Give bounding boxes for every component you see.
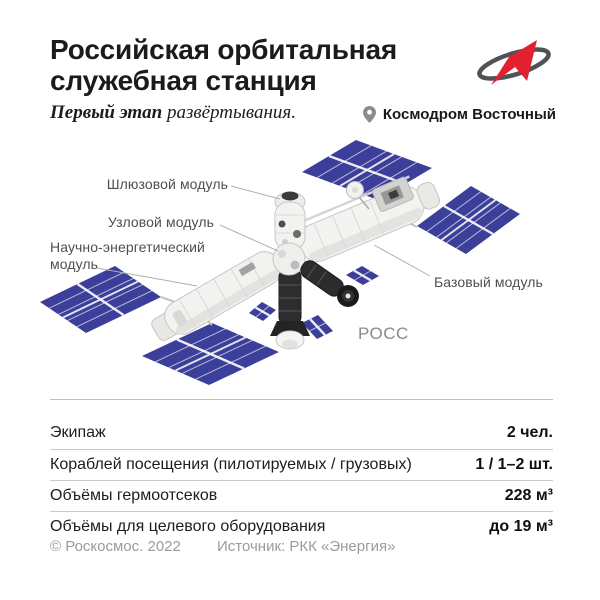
subtitle — [50, 102, 296, 124]
airlock-module — [275, 192, 305, 251]
cargo-spacecraft — [298, 258, 359, 307]
module-label-science-power: Научно-энергетический модуль — [50, 239, 205, 272]
page-title — [50, 34, 480, 96]
launch-site-label: Космодром Восточный — [382, 106, 556, 123]
copyright-text: © Роскосмос. 2022 — [50, 538, 181, 555]
row-label: Объёмы для целевого оборудования — [50, 518, 326, 535]
subtitle-rest: развёртывания. — [162, 102, 296, 123]
title-line-1: Российская орбитальная — [50, 34, 397, 65]
row-label: Кораблей посещения (пилотируемых / грузовых) — [50, 456, 412, 473]
row-value: 1 / 1–2 шт. — [475, 456, 553, 473]
subtitle-emphasis: Первый этап — [50, 102, 163, 123]
module-label-airlock: Шлюзовой модуль — [106, 176, 228, 192]
row-label: Объёмы гермоотсеков — [50, 487, 218, 504]
table-row — [50, 450, 553, 481]
map-pin-icon — [363, 106, 376, 123]
title-line-2: служебная станция — [50, 65, 317, 96]
module-label-base: Базовый модуль — [434, 274, 543, 290]
footer — [50, 538, 395, 555]
module-label-node: Узловой модуль — [107, 214, 214, 230]
table-row — [50, 481, 553, 512]
source-text: Источник: РКК «Энергия» — [217, 538, 396, 555]
row-value: до 19 м³ — [489, 518, 553, 535]
station-diagram — [0, 135, 600, 405]
row-label: Экипаж — [50, 424, 106, 441]
logo-arrow — [491, 40, 537, 85]
roscosmos-logo-icon — [474, 34, 556, 92]
node-module — [273, 243, 305, 275]
station-watermark: РОСС — [358, 324, 409, 343]
row-value: 2 чел. — [506, 424, 553, 441]
specs-table — [50, 399, 553, 542]
row-value: 228 м³ — [504, 487, 553, 504]
table-row — [50, 400, 553, 450]
launch-site — [363, 106, 556, 123]
